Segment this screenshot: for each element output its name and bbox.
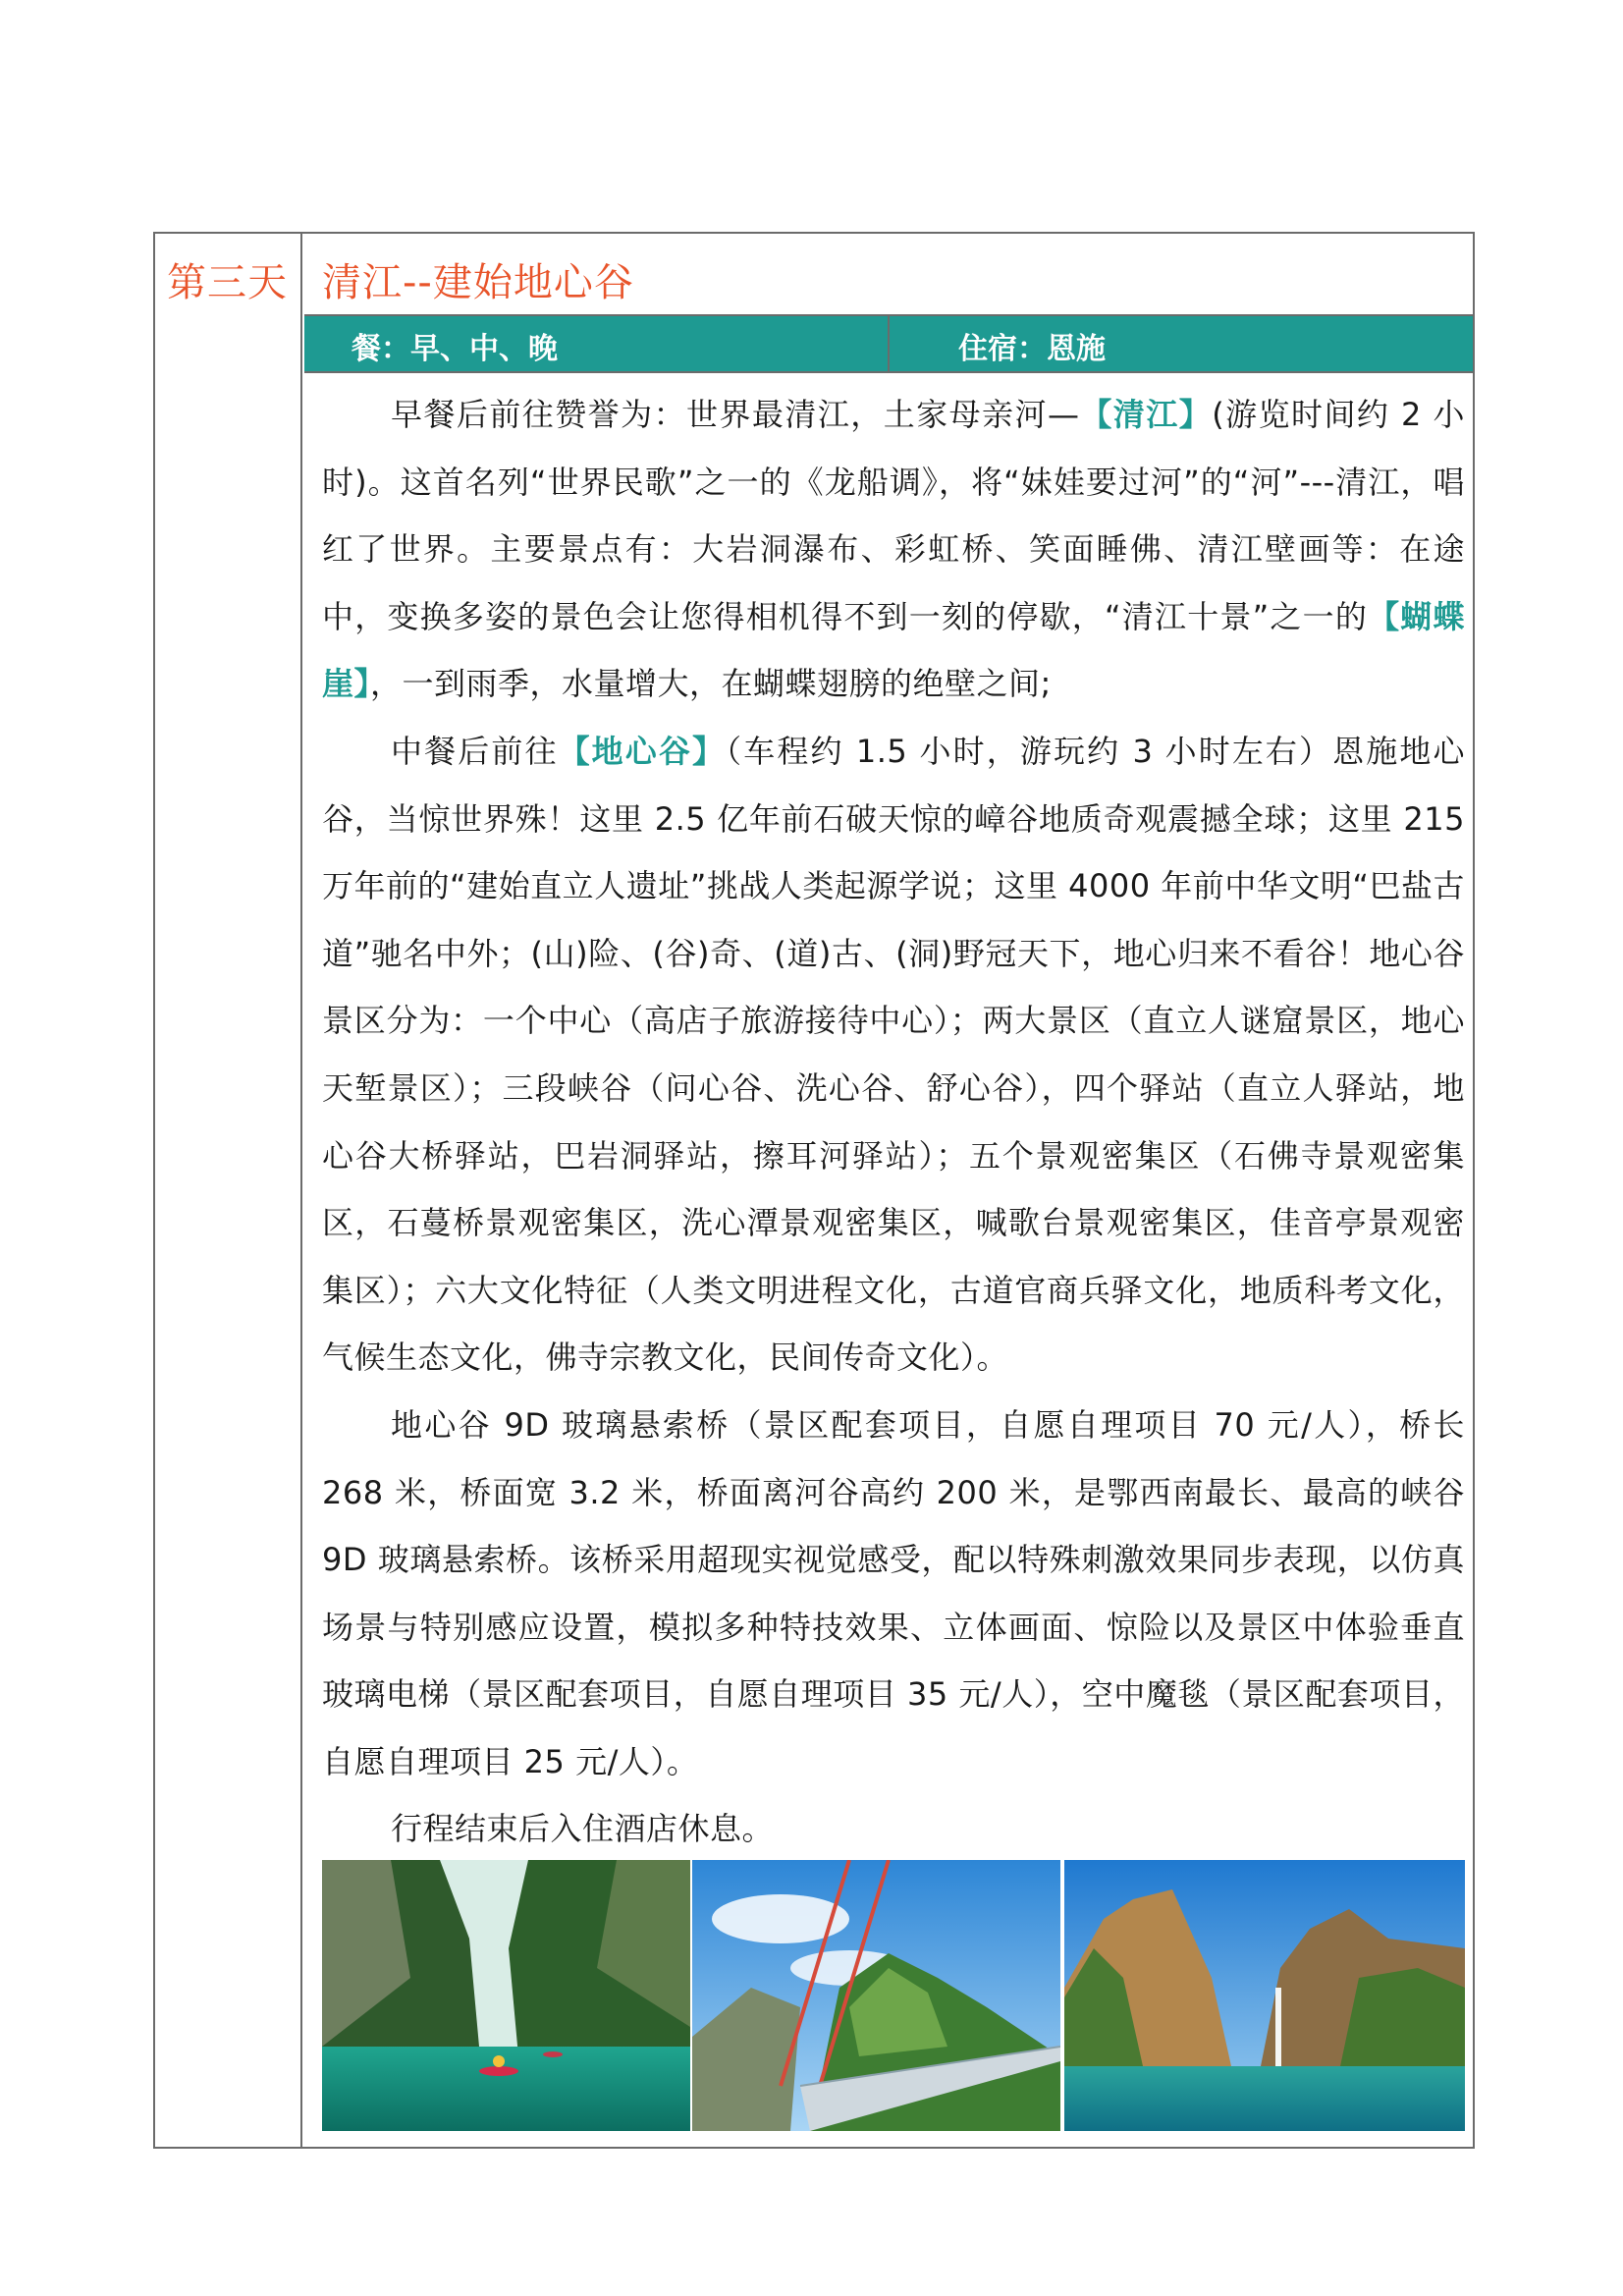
paragraph-glass-bridge: 地心谷 9D 玻璃悬索桥（景区配套项目，自愿自理项目 70 元/人），桥长 268 米，桥面宽 3.2 米，桥面离河谷高约 200 米，是鄂西南最长、最高的峡谷 9D 玻璃悬索桥。该桥采用超现实视觉感受，配以特殊刺激效果同步表现，以仿真场景与特别感应设置，模拟多种特技效果、立体画面、惊险以及景区中体验垂直玻璃电梯（景区配套项目，自愿自理项目 35 元/人），空中魔毯（景区配套项目，自愿自理项目 25 元/人）。	[322, 1405, 1465, 1780]
paragraph-dixingu	[322, 718, 1465, 1392]
day-column	[155, 234, 302, 2147]
photo-strip	[322, 1860, 1465, 2131]
route-title: 清江--建始地心谷	[322, 260, 634, 305]
itinerary-table	[153, 232, 1475, 2149]
text: (游览时间约 2 小时)。这首名列“世界民歌”之一的《龙船调》，将“妹娃要过河”的“河”---清江，唱红了世界。主要景点有：大岩洞瀑布、彩虹桥、笑面睡佛、清江壁画等：在途中，变换多姿的景色会让您得相机得不到一刻的停歇，“清江十景”之一的	[322, 396, 1465, 635]
text: （车程约 1.5 小时，游玩约 3 小时左右）恩施地心谷，当惊世界殊！这里 2.5 亿年前石破天惊的嶂谷地质奇观震撼全球；这里 215 万年前的“建始直立人遗址”挑战人类起源学说；这里 4000 年前中华文明“巴盐古道”驰名中外；(山)险、(谷)奇、(道)古、(洞)野冠天下，地心归来不看谷！地心谷景区分为：一个中心（高店子旅游接待中心）；两大景区（直立人谜窟景区，地心天堑景区）；三段峡谷（问心谷、洗心谷、舒心谷），四个驿站（直立人驿站，地心谷大桥驿站，巴岩洞驿站，擦耳河驿站）；五个景观密集区（石佛寺景观密集区，石蔓桥景观密集区，洗心潭景观密集区，喊歌台景观密集区，佳音亭景观密集区）；六大文化特征（人类文明进程文化，古道官商兵驿文化，地质科考文化，气候生态文化，佛寺宗教文化，民间传奇文化）。	[322, 732, 1465, 1377]
highlight-butterfly-cliff: 【蝴蝶崖】	[322, 597, 1465, 703]
photo-cliff-waterfall	[1064, 1860, 1465, 2131]
info-bar-divider	[888, 316, 890, 371]
itinerary-body	[322, 381, 1465, 1863]
photo-canyon-kayak	[322, 1860, 690, 2131]
text: 中餐后前往	[391, 732, 559, 770]
paragraph-qingjiang	[322, 381, 1465, 718]
text: 早餐后前往赞誉为：世界最清江，土家母亲河—	[391, 396, 1080, 433]
highlight-qingjiang: 【清江】	[1079, 396, 1213, 433]
paragraph-end: 行程结束后入住酒店休息。	[391, 1810, 775, 1848]
stay-label: 住宿：恩施	[958, 332, 1106, 366]
info-bar	[304, 314, 1473, 373]
meals-label: 餐：早、中、晚	[352, 332, 558, 366]
highlight-dixingu: 【地心谷】	[558, 732, 727, 770]
photo-glass-bridge	[692, 1860, 1060, 2131]
text: ，一到雨季，水量增大，在蝴蝶翅膀的绝壁之间;	[370, 665, 1052, 703]
day-label: 第三天	[167, 260, 288, 305]
